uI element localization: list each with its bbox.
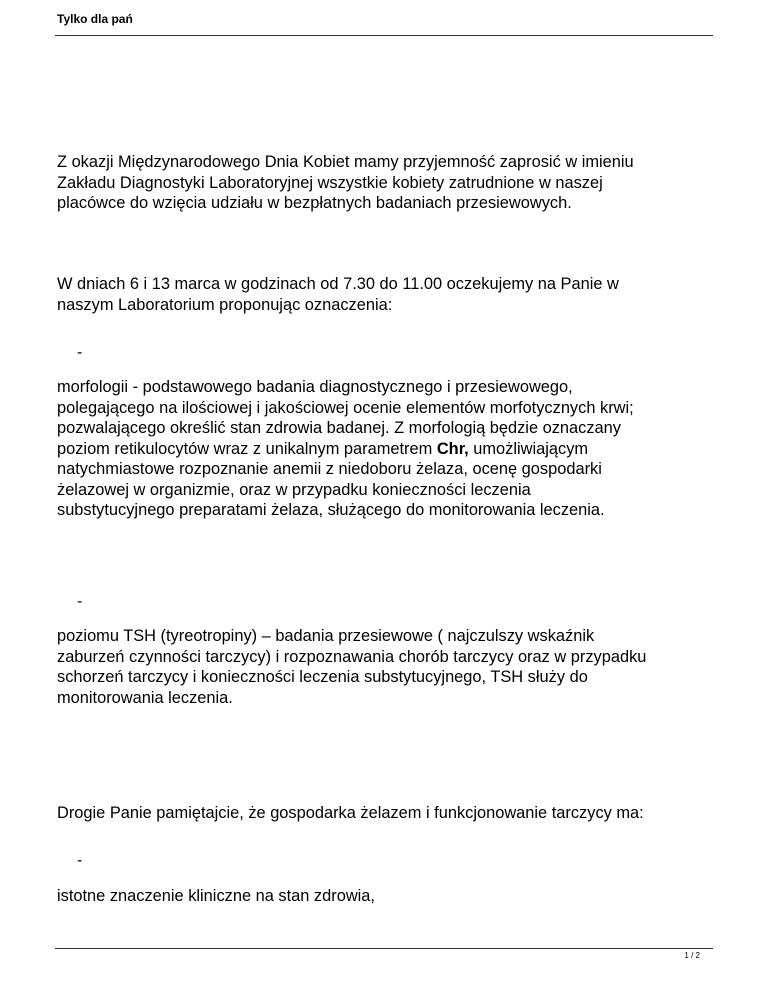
morphology-paragraph bbox=[57, 377, 727, 521]
morphology-line: żelazowej w organizmie, oraz w przypadku konieczności leczenia bbox=[57, 480, 531, 499]
tsh-line: monitorowania leczenia. bbox=[57, 688, 233, 707]
morphology-line bbox=[57, 439, 727, 460]
list-bullet-dash: - bbox=[77, 344, 83, 361]
closing-paragraph bbox=[57, 803, 727, 824]
tsh-line: schorzeń tarczycy i konieczności leczenia substytucyjnego, TSH służy do bbox=[57, 668, 588, 686]
header-divider bbox=[55, 35, 713, 36]
morphology-text: umożliwiającym bbox=[468, 439, 589, 458]
morphology-text: poziom retikulocytów wraz z unikalnym parametrem bbox=[57, 439, 437, 458]
tsh-line: zaburzeń czynności tarczycy) i rozpoznawania chorób tarczycy oraz w przypadku bbox=[57, 647, 647, 666]
morphology-line: morfologii - podstawowego badania diagnostycznego i przesiewowego, bbox=[57, 378, 573, 396]
tsh-paragraph bbox=[57, 626, 727, 708]
footer-divider bbox=[55, 948, 713, 949]
morphology-line: substytucyjnego preparatami żelaza, służącego do monitorowania leczenia. bbox=[57, 501, 605, 519]
list-bullet-dash: - bbox=[77, 852, 83, 869]
intro-line: Zakładu Diagnostyki Laboratoryjnej wszystkie kobiety zatrudnione w naszej bbox=[57, 173, 603, 192]
intro-paragraph bbox=[57, 152, 727, 214]
morphology-line: natychmiastowe rozpoznanie anemii z niedoboru żelaza, ocenę gospodarki bbox=[57, 460, 602, 478]
intro-line: Z okazji Międzynarodowego Dnia Kobiet mamy przyjemność zaprosić w imieniu bbox=[57, 153, 634, 171]
chr-parameter: Chr, bbox=[436, 439, 469, 458]
closing-line: Drogie Panie pamiętajcie, że gospodarka żelazem i funkcjonowanie tarczycy ma: bbox=[57, 804, 644, 822]
intro-line: placówce do wzięcia udziału w bezpłatnych badaniach przesiewowych. bbox=[57, 194, 572, 212]
morphology-line: pozwalającego określić stan zdrowia badanej. Z morfologią będzie oznaczany bbox=[57, 419, 621, 437]
list-bullet-dash: - bbox=[77, 593, 83, 610]
page-header-title: Tylko dla pań bbox=[57, 12, 133, 26]
dates-paragraph bbox=[57, 274, 727, 315]
dates-line: W dniach 6 i 13 marca w godzinach od 7.30 do 11.00 oczekujemy na Panie w bbox=[57, 275, 619, 293]
clinical-paragraph bbox=[57, 886, 727, 907]
clinical-line: istotne znaczenie kliniczne na stan zdrowia, bbox=[57, 887, 375, 905]
tsh-line: poziomu TSH (tyreotropiny) – badania przesiewowe ( najczulszy wskaźnik bbox=[57, 627, 595, 645]
morphology-line: polegającego na ilościowej i jakościowej ocenie elementów morfotycznych krwi; bbox=[57, 398, 634, 417]
dates-line: naszym Laboratorium proponując oznaczenia: bbox=[57, 295, 393, 314]
page-number: 1 / 2 bbox=[684, 951, 700, 960]
